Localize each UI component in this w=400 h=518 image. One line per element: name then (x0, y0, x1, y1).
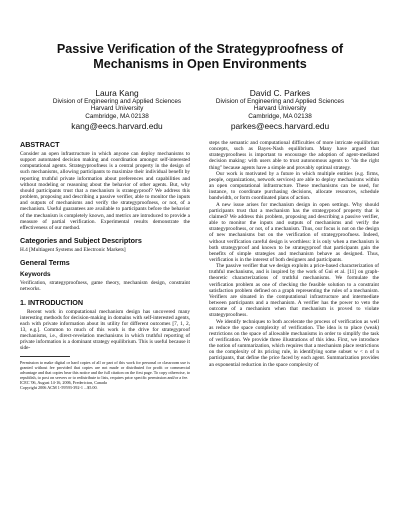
title-line-1: Passive Verification of the Strategyproofness of (56, 42, 344, 56)
footnote-divider (20, 356, 70, 357)
body-paragraph: steps the semantic and computational difficulties of more intricate equilibrium concepts, such as Bayes-Nash equilibrium. Many have argued that strategyproofness is important to encourage the adoption of agent-mediated decision making: with users able to trust autonomous agents to "do the right thing" because agents have a simple and provably optimal strategy. (209, 140, 379, 171)
copyright-text: Permission to make digital or hard copies of all or part of this work for personal or classroom use is granted without fee provided that copies are not made or distributed for profit or commercial advantage and that copies bear this notice and the full citation on the first page. To copy otherwise, to republish, to post on servers or to redistribute to lists, requires prior specific permission and/or a fee. (20, 359, 190, 380)
author-univ: Harvard University (253, 105, 307, 113)
categories-text: H.4 [Multiagent Systems and Electronic Markets] (20, 247, 126, 254)
copyright-footnote (20, 360, 190, 391)
author-email: parkes@eecs.harvard.edu (230, 121, 330, 132)
introduction-text: Recent work in computational mechanism design has uncovered many interesting methods for decision-making in domains with self-interested agents, each with private information about its utility for different outcomes [7, 1, 2, 13, e.g.]. Common to much of this work is the drive for strategyproof mechanisms, i.e., direct-revelation mechanisms in which truthful reporting of private information is a dominant strategy equilibrium. This is useful because it side- (20, 308, 190, 352)
author-block-1 (32, 88, 202, 131)
body-paragraph: A new issue arises for mechanism design in open settings. Why should participants trust that a mechanism has the strategyproof property that is claimed? We address this problem, proposing and describing a passive verifier, able to monitor the inputs and outputs of mechanisms and verify the strategyproofness, or not, of a mechanism. Thus, our focus is not on the design of new mechanisms but on the verification of strategyproofness. Indeed, without verification careful design is worthless: it is only when a mechanism is both strategyproof and known to be strategyproof that participants gain the benefits of simple strategies and mechanism behave as designed. Thus, verification is in the interest of both designers and participants. (209, 201, 379, 263)
conference-venue: ICEC '06, August 14-16, 2006, Fredericton, Canada (20, 379, 107, 385)
title-line-2: Mechanisms in Open Environments (93, 57, 307, 71)
abstract-text: Consider an open infrastructure in which anyone can deploy mechanisms to support automated decision making and coordination amongst self-interested computational agents. Strategyproofness is a central property in the design of such mechanisms, allowing participants to maximize their individual benefit by reporting truthful private information about preferences and capabilities and without modeling or reasoning about the behavior of other agents. But, why should participants trust that a mechanism is strategyproof? We address this problem, proposing and describing a passive verifier, able to monitor the inputs and outputs of mechanisms and verify the strategyproofness, or not, of a mechanism. Useful guarantees are available to participants before the behavior of the mechanism is completely known, and metrics are introduced to provide a measure of partial verification. Experimental results demonstrate the effectiveness of our method. (20, 151, 190, 231)
copyright-line: Copyright 2006 ACM 1-59593-392-1 ...$5.00. (20, 385, 98, 391)
keywords-text: Verification, strategyproofness, game theory, mechanism design, constraint networks. (20, 280, 190, 293)
body-paragraph: We identify techniques to both accelerate the process of verification as well as reduce the space complexity of verification. The idea is to place (weak) restrictions on the space of allowable mechanisms in order to simplify the task of verification. We provide three illustrations of this idea. First, we introduce the notion of summarization, which requires that a mechanism place restrictions on the complexity of its pricing rule, in identifying some subset w < n of n participants, that define the price faced by each agent. Summarization provides an exponential reduction in the space complexity of (209, 318, 379, 368)
right-column (209, 140, 379, 368)
author-name: David C. Parkes (249, 88, 311, 98)
abstract-heading: ABSTRACT (20, 140, 60, 149)
introduction-heading: 1. INTRODUCTION (20, 297, 84, 307)
author-dept: Division of Engineering and Applied Sciences (52, 98, 182, 105)
paper-title (20, 42, 380, 72)
body-paragraph: The passive verifier that we design exploits a price-based characterization of truthful mechanisms, and is inspired by the work of Gui et al. [11] on graph-theoretic characterizations of truthful mechanisms. We formulate the verification problem as one of checking the feasible solution to a constraint satisfaction problem defined on a graph representing the rules of a mechanism. Verifiers are situated in the computational infrastructure and intermediate between participants and a mechanism. A verifier has the power to veto the outcome of a mechanism when that mechanism is proved to violate strategyproofness. (209, 263, 379, 319)
author-email: kang@eecs.harvard.edu (71, 121, 163, 132)
body-paragraph: Our work is motivated by a future in which multiple entities (e.g. firms, people, organizations, network services) are able to deploy mechanisms within an open computational infrastructure. These mechanisms can be used, for instance, to coordinate purchasing decisions, allocate resources, schedule bandwidth, or form coordinated plans of action. (209, 170, 379, 202)
author-name: Laura Kang (95, 88, 139, 98)
keywords-heading: Keywords (20, 271, 51, 279)
general-terms-heading: General Terms (20, 258, 70, 268)
author-city: Cambridge, MA 02138 (85, 112, 149, 120)
author-dept: Division of Engineering and Applied Sciences (215, 98, 345, 105)
left-column (20, 140, 190, 390)
author-city: Cambridge, MA 02138 (248, 112, 312, 120)
categories-heading: Categories and Subject Descriptors (20, 236, 142, 246)
author-univ: Harvard University (90, 105, 144, 113)
author-block-2 (195, 88, 365, 131)
